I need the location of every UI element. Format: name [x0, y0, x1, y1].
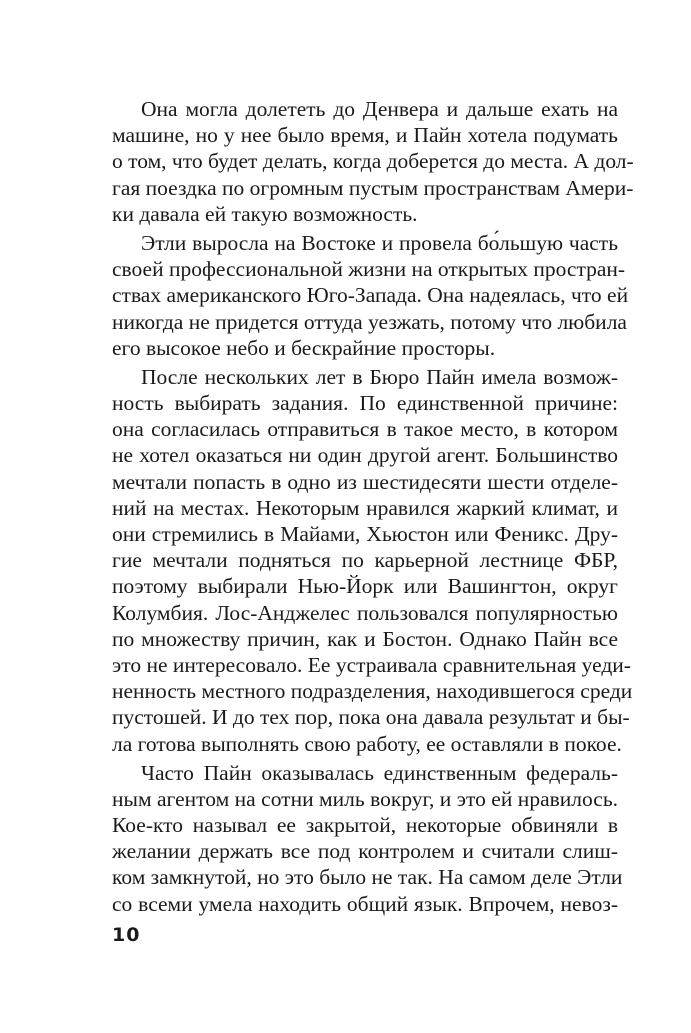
text-line: они стремились в Майами, Хьюстон или Феникс. Дру-	[112, 522, 618, 546]
text-line: никогда не придется оттуда уезжать, потому что любила	[112, 309, 627, 334]
text-line: она согласилась отправиться в такое место, в котором	[112, 417, 618, 442]
text-line: своей профессиональной жизни на открытых простран-	[112, 257, 626, 282]
text-line: машине, но у нее было время, и Пайн хотела подумать	[112, 123, 618, 148]
text-line: пустошей. И до тех пор, пока она давала результат и бы-	[112, 705, 630, 730]
text-line: о том, что будет делать, когда доберется до места. А дол-	[112, 149, 634, 174]
text-line: ки давала ей такую возможность.	[112, 201, 418, 226]
paragraph	[112, 230, 629, 361]
page-number: 10	[112, 924, 141, 946]
text-line: поэтому выбирали Нью-Йорк или Вашингтон, округ	[112, 574, 618, 599]
text-line: Этли выросла на Востоке и провела бо́льшую часть	[141, 230, 618, 255]
text-line: Колумбия. Лос-Анджелес пользовался популярностью	[112, 600, 618, 625]
paragraph	[112, 364, 633, 757]
text-line: это не интересовало. Ее устраивала сравнительная уеди-	[112, 652, 631, 677]
text-line: Она могла долететь до Денвера и дальше ехать на	[141, 97, 618, 121]
text-line: Часто Пайн оказывалась единственным федераль-	[141, 760, 618, 785]
text-line: ний на местах. Некоторым нравился жаркий климат, и	[112, 495, 618, 520]
text-line: не хотел оказаться ни один другой агент. Большинство	[112, 443, 618, 468]
text-line: желании держать все под контролем и считали слиш-	[112, 839, 618, 864]
text-line: Кое-кто называл ее закрытой, некоторые обвиняли в	[112, 813, 618, 838]
text-line: После нескольких лет в Бюро Пайн имела возмож-	[141, 364, 618, 389]
text-line: ствах американского Юго-Запада. Она надеялась, что ей	[112, 283, 629, 308]
text-line: со всеми умела находить общий язык. Впрочем, невоз-	[112, 891, 618, 916]
text-line: ным агентом на сотни миль вокруг, и это ей нравилось.	[112, 786, 618, 811]
text-line: гие мечтали подняться по карьерной лестнице ФБР,	[112, 548, 618, 573]
text-line: ность выбирать задания. По единственной причине:	[112, 391, 618, 416]
body-text	[112, 96, 634, 920]
text-line: его высокое небо и бескрайние просторы.	[112, 335, 496, 360]
paragraph	[112, 96, 634, 227]
text-line: ла готова выполнять свою работу, ее оставляли в покое.	[112, 731, 622, 756]
text-line: ненность местного подразделения, находившегося среди	[112, 679, 633, 704]
paragraph	[112, 760, 623, 917]
text-line: по множеству причин, как и Бостон. Однако Пайн все	[112, 626, 618, 651]
text-line: гая поездка по огромным пустым пространствам Амери-	[112, 175, 634, 200]
text-line: ком замкнутой, но это было не так. На самом деле Этли	[112, 865, 623, 890]
text-line: мечтали попасть в одно из шестидесяти шести отделе-	[112, 469, 618, 494]
